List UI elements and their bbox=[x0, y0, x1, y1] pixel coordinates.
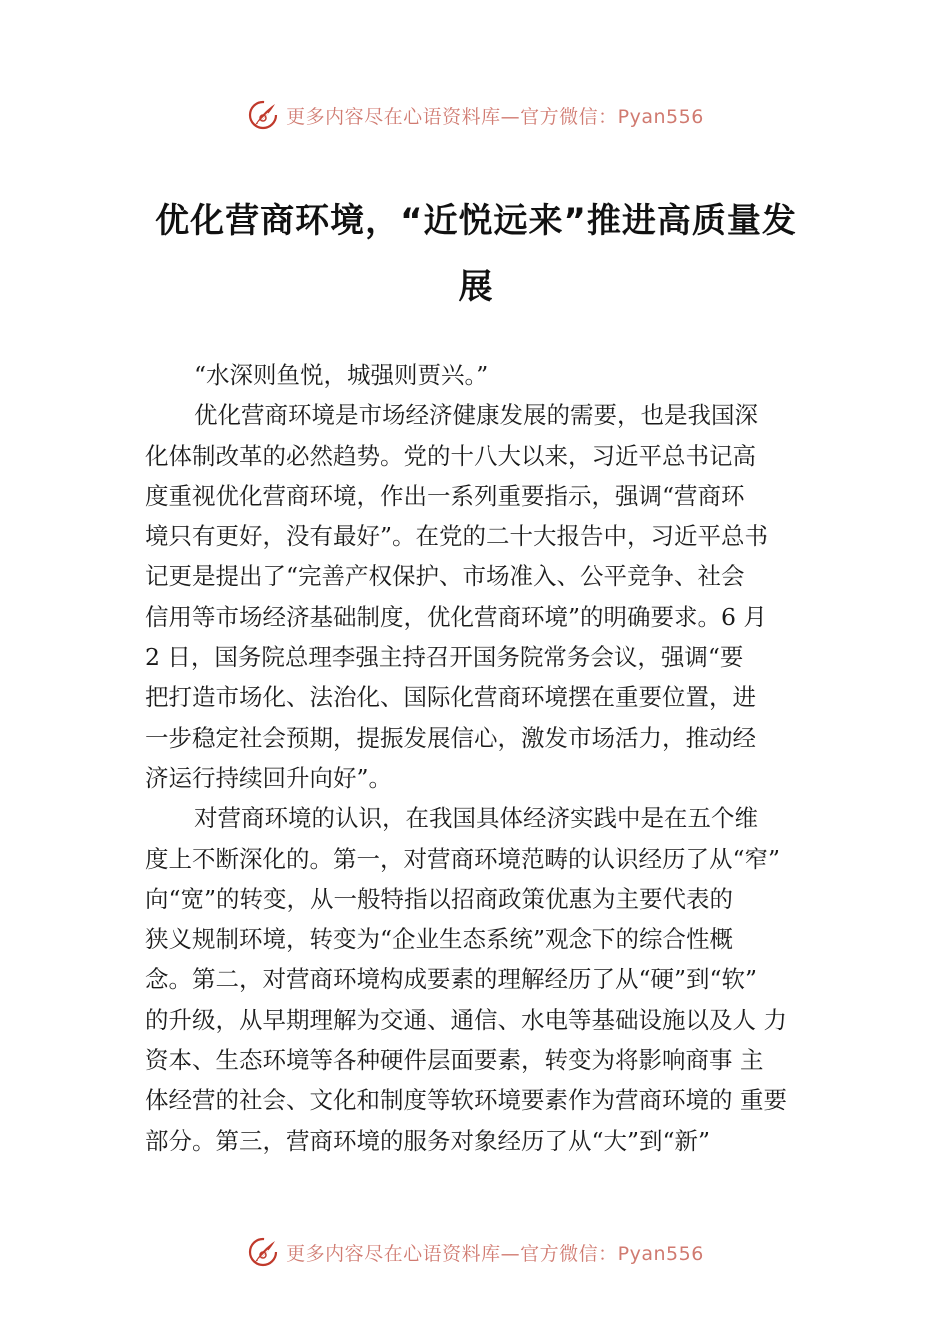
body-text-line: 资本、生态环境等各种硬件层面要素，转变为将影响商事 主 bbox=[145, 1046, 764, 1075]
watermark-text: 更多内容尽在心语资料库—官方微信：Pyan556 bbox=[286, 105, 704, 128]
body-text-line: 记更是提出了“完善产权保护、市场准入、公平竞争、社会 bbox=[145, 562, 745, 591]
quill-pen-logo-icon bbox=[246, 98, 280, 132]
title-line: 优化营商环境，“近悦远来”推进高质量发 bbox=[155, 201, 797, 241]
body-text-line: “水深则鱼悦，城强则贾兴。” bbox=[194, 361, 489, 389]
document-title bbox=[150, 188, 802, 320]
quill-pen-logo-icon bbox=[246, 1235, 280, 1269]
body-text-line: 念。第二，对营商环境构成要素的理解经历了从“硬”到“软” bbox=[145, 965, 758, 994]
body-text-line: 部分。第三，营商环境的服务对象经历了从“大”到“新” bbox=[145, 1126, 711, 1155]
body-text-line: 把打造市场化、法治化、国际化营商环境摆在重要位置，进 bbox=[145, 683, 756, 712]
body-text-line: 化体制改革的必然趋势。党的十八大以来，习近平总书记高 bbox=[145, 441, 756, 470]
body-text-line: 济运行持续回升向好”。 bbox=[145, 763, 393, 792]
watermark-header bbox=[0, 95, 950, 135]
title-line: 展 bbox=[458, 267, 494, 307]
body-text-line: 信用等市场经济基础制度，优化营商环境”的明确要求。6 月 bbox=[145, 602, 767, 631]
body-text-line: 体经营的社会、文化和制度等软环境要素作为营商环境的 重要 bbox=[145, 1086, 787, 1115]
body-text-line: 对营商环境的认识，在我国具体经济实践中是在五个维 bbox=[194, 804, 758, 833]
watermark-footer bbox=[0, 1232, 950, 1272]
body-text-line: 一步稳定社会预期，提振发展信心，激发市场活力，推动经 bbox=[145, 723, 756, 752]
body-text-line: 狭义规制环境，转变为“企业生态系统”观念下的综合性概 bbox=[145, 925, 734, 954]
body-text-line: 的升级，从早期理解为交通、通信、水电等基础设施以及人 力 bbox=[145, 1005, 787, 1034]
document-body bbox=[145, 355, 833, 1161]
body-text-line: 优化营商环境是市场经济健康发展的需要，也是我国深 bbox=[194, 401, 758, 430]
body-text-line: 度上不断深化的。第一，对营商环境范畴的认识经历了从“窄” bbox=[145, 844, 781, 873]
body-text-line: 2 日，国务院总理李强主持召开国务院常务会议，强调“要 bbox=[145, 643, 744, 672]
body-text-line: 向“宽”的转变，从一般特指以招商政策优惠为主要代表的 bbox=[145, 884, 734, 913]
body-text-line: 境只有更好，没有最好”。在党的二十大报告中，习近平总书 bbox=[145, 522, 769, 551]
watermark-text: 更多内容尽在心语资料库—官方微信：Pyan556 bbox=[286, 1242, 704, 1265]
body-text-line: 度重视优化营商环境，作出一系列重要指示，强调“营商环 bbox=[145, 481, 745, 510]
